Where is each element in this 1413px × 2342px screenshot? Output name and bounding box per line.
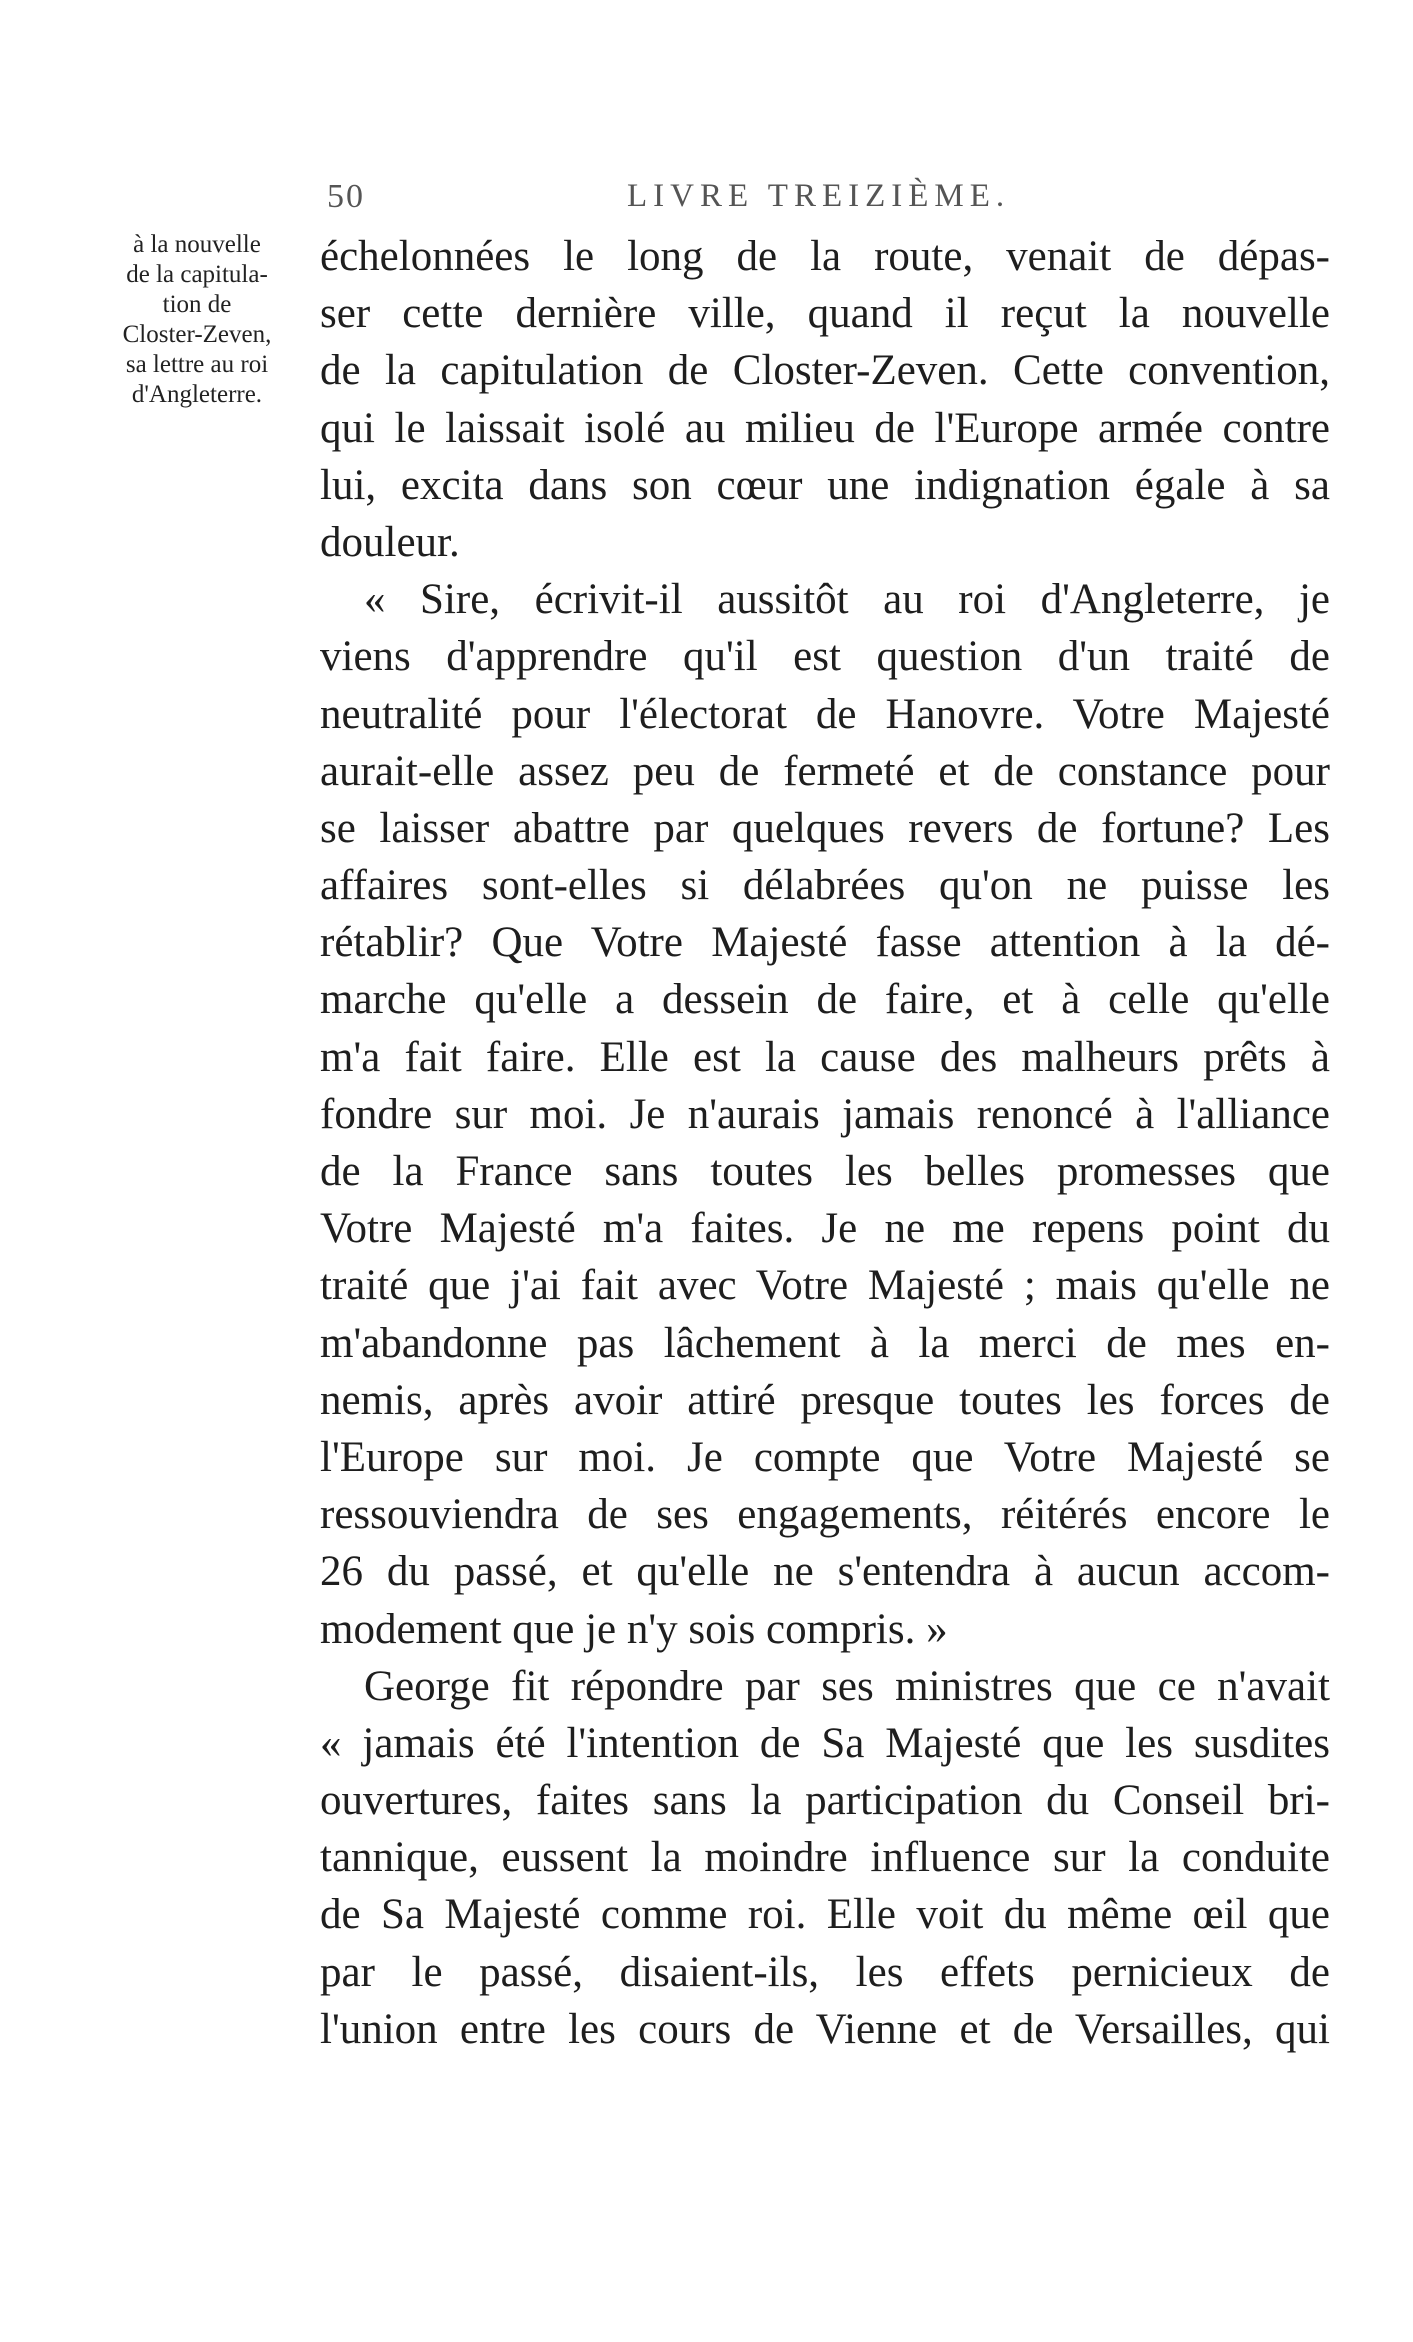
margin-note-line: Closter-Zeven,	[122, 321, 272, 348]
text-line: traité que j'ai fait avec Votre Majesté ; mais qu'elle ne	[320, 1262, 1330, 1310]
text-line: viens d'apprendre qu'il est question d'un traité de	[320, 633, 1330, 681]
text-line: aurait-elle assez peu de fermeté et de constance pour	[320, 747, 1330, 795]
text-line: échelonnées le long de la route, venait de dépas-	[320, 233, 1330, 280]
text-line: tannique, eussent la moindre influence sur la conduite	[320, 1834, 1330, 1882]
margin-note-line: d'Angleterre.	[131, 381, 263, 408]
page-number: 50	[327, 178, 365, 215]
margin-note-line: tion de	[162, 291, 232, 318]
body-text	[320, 228, 1330, 2058]
text-line: nemis, après avoir attiré presque toutes les forces de	[320, 1376, 1330, 1424]
text-line: de Sa Majesté comme roi. Elle voit du même œil que	[320, 1891, 1330, 1939]
text-line: « jamais été l'intention de Sa Majesté que les susdites	[320, 1719, 1330, 1767]
margin-note-line: de la capitula-	[126, 261, 268, 288]
text-line: marche qu'elle a dessein de faire, et à celle qu'elle	[320, 976, 1330, 1024]
text-line: m'abandonne pas lâchement à la merci de mes en-	[320, 1319, 1330, 1367]
text-line: l'union entre les cours de Vienne et de Versailles, qui	[320, 2005, 1330, 2053]
text-line: ser cette dernière ville, quand il reçut la nouvelle	[320, 290, 1330, 338]
text-line: rétablir? Que Votre Majesté fasse attention à la dé-	[320, 919, 1330, 967]
text-line: qui le laissait isolé au milieu de l'Europe armée contre	[320, 404, 1330, 452]
text-line: Votre Majesté m'a faites. Je ne me repens point du	[320, 1205, 1330, 1253]
text-line: George fit répondre par ses ministres que ce n'avait	[364, 1662, 1330, 1710]
margin-note	[92, 230, 302, 410]
text-line: de la France sans toutes les belles promesses que	[320, 1148, 1330, 1195]
text-line: fondre sur moi. Je n'aurais jamais renoncé à l'alliance	[320, 1090, 1330, 1138]
text-line: de la capitulation de Closter-Zeven. Cette convention,	[320, 347, 1330, 395]
text-line: lui, excita dans son cœur une indignation égale à sa	[320, 461, 1330, 509]
margin-note-line: sa lettre au roi	[125, 351, 269, 378]
text-line: 26 du passé, et qu'elle ne s'entendra à aucun accom-	[320, 1548, 1330, 1596]
text-line: « Sire, écrivit-il aussitôt au roi d'Angleterre, je	[364, 576, 1330, 624]
running-head: LIVRE TREIZIÈME.	[627, 178, 1011, 214]
margin-note-line: à la nouvelle	[133, 231, 261, 258]
text-line: par le passé, disaient-ils, les effets pernicieux de	[320, 1948, 1330, 1996]
text-line: douleur.	[320, 518, 460, 566]
text-line: neutralité pour l'électorat de Hanovre. Votre Majesté	[320, 690, 1330, 738]
text-line: m'a fait faire. Elle est la cause des malheurs prêts à	[320, 1033, 1330, 1081]
text-line: ouvertures, faites sans la participation du Conseil bri-	[320, 1777, 1330, 1825]
text-line: modement que je n'y sois compris. »	[320, 1605, 948, 1653]
text-line: affaires sont-elles si délabrées qu'on ne puisse les	[320, 862, 1330, 910]
text-line: se laisser abattre par quelques revers de fortune? Les	[320, 804, 1330, 852]
text-line: ressouviendra de ses engagements, réitérés encore le	[320, 1491, 1330, 1539]
text-line: l'Europe sur moi. Je compte que Votre Majesté se	[320, 1433, 1330, 1481]
